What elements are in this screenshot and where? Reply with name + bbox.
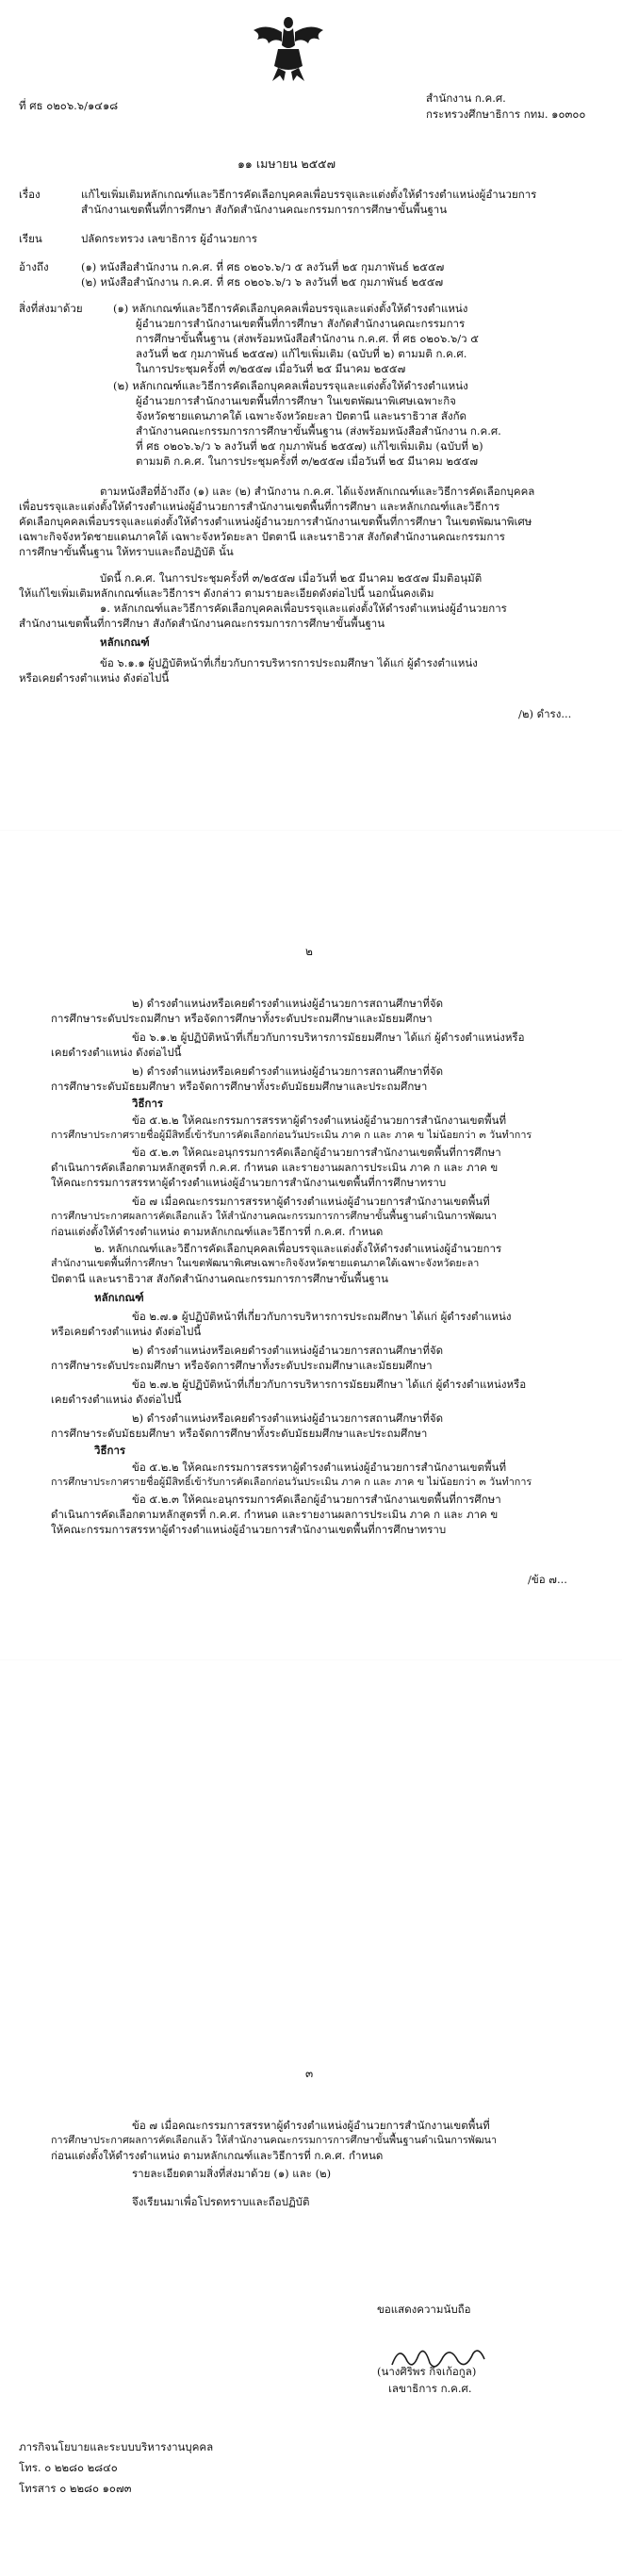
body-line: เคยดำรงตำแหน่ง ดังต่อไปนี้ (51, 1393, 182, 1406)
enclosure-line: (๒) หลักเกณฑ์และวิธีการคัดเลือกบุคคลเพื่อบรรจุและแต่งตั้งให้ดำรงตำแหน่ง (113, 379, 468, 392)
body-line: ข้อ ๕.๒.๓ ให้คณะอนุกรรมการคัดเลือกผู้อำนวยการสำนักงานเขตพื้นที่การศึกษา (132, 1493, 501, 1506)
body-line: การศึกษาประกาศผลการคัดเลือกแล้ว ให้สำนักงานคณะกรรมการการศึกษาขั้นพื้นฐานดำเนินการพัฒนา (51, 1210, 498, 1222)
body-paragraph-line: เฉพาะกิจจังหวัดชายแดนภาคใต้ เฉพาะจังหวัดยะลา ปัตตานี และนราธิวาส สังกัดสำนักงานคณะกรรมการ (19, 530, 505, 543)
body-paragraph-line: ตามหนังสือที่อ้างถึง (๑) และ (๒) สำนักงาน ก.ค.ศ. ได้แจ้งหลักเกณฑ์และวิธีการคัดเลือกบุคคล (100, 485, 535, 498)
to-label: เรียน (19, 232, 42, 245)
closing-text: ขอแสดงความนับถือ (377, 2303, 471, 2316)
body-line: ข้อ ๗ เมื่อคณะกรรมการสรรหาผู้ดำรงตำแหน่งผู้อำนวยการสำนักงานเขตพื้นที่ (132, 1195, 490, 1208)
body-line: รายละเอียดตามสิ่งที่ส่งมาด้วย (๑) และ (๒) (132, 2167, 332, 2180)
item-line: ๑. หลักเกณฑ์และวิธีการคัดเลือกบุคคลเพื่อบรรจุและแต่งตั้งให้ดำรงตำแหน่งผู้อำนวยการ (100, 602, 507, 615)
body-line: การศึกษาประกาศรายชื่อผู้มีสิทธิ์เข้ารับการคัดเลือกก่อนวันประเมิน ภาค ก และ ภาค ข ไม่น้อยกว่า ๓ วันทำการ (51, 1476, 532, 1488)
body-line: สำนักงานเขตพื้นที่การศึกษา ในเขตพัฒนาพิเศษเฉพาะกิจจังหวัดชายแดนภาคใต้เฉพาะจังหวัดยะลา (51, 1257, 480, 1269)
body-line: ก่อนแต่งตั้งให้ดำรงตำแหน่ง ตามหลักเกณฑ์และวิธีการที่ ก.ค.ศ. กำหนด (51, 2149, 384, 2162)
page-number: ๒ (305, 945, 313, 958)
enclosure-line: การศึกษาขั้นพื้นฐาน (ส่งพร้อมหนังสือสำนักงาน ก.ค.ศ. ที่ ศธ ๐๒๐๖.๖/ว ๕ (136, 332, 479, 345)
body-line: ๒) ดำรงตำแหน่งหรือเคยดำรงตำแหน่งผู้อำนวยการสถานศึกษาที่จัด (132, 1344, 444, 1357)
page-2 (0, 943, 622, 1586)
reference-line: (๑) หนังสือสำนักงาน ก.ค.ศ. ที่ ศธ ๐๒๐๖.๖/ว ๕ ลงวันที่ ๒๕ กุมภาพันธ์ ๒๕๕๗ (81, 260, 445, 273)
body-line: ๒) ดำรงตำแหน่งหรือเคยดำรงตำแหน่งผู้อำนวยการสถานศึกษาที่จัด (132, 997, 444, 1010)
enclosure-line: ที่ ศธ ๐๒๐๖.๖/ว ๖ ลงวันที่ ๒๕ กุมภาพันธ์ ๒๕๕๗) แก้ไขเพิ่มเติม (ฉบับที่ ๒) (136, 439, 483, 453)
body-line: ๒) ดำรงตำแหน่งหรือเคยดำรงตำแหน่งผู้อำนวยการสถานศึกษาที่จัด (132, 1412, 444, 1425)
enclosure-line: จังหวัดชายแดนภาคใต้ เฉพาะจังหวัดยะลา ปัตตานี และนราธิวาส สังกัด (136, 409, 467, 422)
section-heading: วิธีการ (132, 1097, 164, 1110)
body-line: เคยดำรงตำแหน่ง ดังต่อไปนี้ (51, 1046, 182, 1059)
clause-line: หรือเคยดำรงตำแหน่ง ดังต่อไปนี้ (19, 671, 170, 685)
garuda-seal-icon (250, 13, 327, 83)
criteria-heading: หลักเกณฑ์ (100, 636, 150, 649)
signer-name: (นางศิริพร กิจเก้อกูล) (377, 2365, 477, 2378)
body-paragraph-line: คัดเลือกบุคคลเพื่อบรรจุและแต่งตั้งให้ดำรงตำแหน่งผู้อำนวยการสำนักงานเขตพื้นที่การศึกษา ในเขตพัฒนาพิเศษ (19, 515, 532, 528)
letter-date: ๑๑ เมษายน ๒๕๕๗ (237, 157, 336, 171)
item-line: สำนักงานเขตพื้นที่การศึกษา สังกัดสำนักงานคณะกรรมการการศึกษาขั้นพื้นฐาน (19, 617, 385, 630)
body-line: ให้คณะกรรมการสรรหาผู้ดำรงตำแหน่งผู้อำนวยการสำนักงานเขตพื้นที่การศึกษาทราบ (51, 1523, 447, 1536)
body-line: ให้คณะกรรมการสรรหาผู้ดำรงตำแหน่งผู้อำนวยการสำนักงานเขตพื้นที่การศึกษาทราบ (51, 1176, 447, 1189)
body-line: การศึกษาประกาศรายชื่อผู้มีสิทธิ์เข้ารับการคัดเลือกก่อนวันประเมิน ภาค ก และ ภาค ข ไม่น้อยกว่า ๓ วันทำการ (51, 1129, 532, 1141)
page-3 (0, 2065, 622, 2565)
subject-line: แก้ไขเพิ่มเติมหลักเกณฑ์และวิธีการคัดเลือกบุคคลเพื่อบรรจุและแต่งตั้งให้ดำรงตำแหน่งผู้อำนวยการ (81, 188, 537, 201)
body-line: ข้อ ๒.๗.๑ ผู้ปฏิบัติหน้าที่เกี่ยวกับการบริหารการประถมศึกษา ได้แก่ ผู้ดำรงตำแหน่ง (132, 1310, 512, 1323)
body-line: ข้อ ๕.๒.๓ ให้คณะอนุกรรมการคัดเลือกผู้อำนวยการสำนักงานเขตพื้นที่การศึกษา (132, 1146, 501, 1159)
body-line: การศึกษาระดับมัธยมศึกษา หรือจัดการศึกษาทั้งระดับมัธยมศึกษาและประถมศึกษา (51, 1080, 428, 1093)
doc-number: ที่ ศธ ๐๒๐๖.๖/๑๔๑๘ (19, 99, 119, 112)
body-line: การศึกษาระดับประถมศึกษา หรือจัดการศึกษาทั้งระดับประถมศึกษาและมัธยมศึกษา (51, 1359, 433, 1372)
page-1 (0, 0, 622, 773)
body-line: ข้อ ๒.๗.๒ ผู้ปฏิบัติหน้าที่เกี่ยวกับการบริหารการมัธยมศึกษา ได้แก่ ผู้ดำรงตำแหน่งหรือ (132, 1378, 527, 1391)
body-line: ดำเนินการคัดเลือกตามหลักสูตรที่ ก.ค.ศ. กำหนด และรายงานผลการประเมิน ภาค ก และ ภาค ข (51, 1161, 499, 1174)
section-heading: หลักเกณฑ์ (94, 1291, 144, 1304)
body-line: การศึกษาระดับมัธยมศึกษา หรือจัดการศึกษาทั้งระดับมัธยมศึกษาและประถมศึกษา (51, 1427, 428, 1440)
body-line: ดำเนินการคัดเลือกตามหลักสูตรที่ ก.ค.ศ. กำหนด และรายงานผลการประเมิน ภาค ก และ ภาค ข (51, 1508, 499, 1521)
to-text: ปลัดกระทรวง เลขาธิการ ผู้อำนวยการ (81, 232, 257, 245)
office-address: กระทรวงศึกษาธิการ กทม. ๑๐๓๐๐ (426, 107, 586, 121)
body-line: ๒) ดำรงตำแหน่งหรือเคยดำรงตำแหน่งผู้อำนวยการสถานศึกษาที่จัด (132, 1065, 444, 1078)
enclosure-line: ตามมติ ก.ค.ศ. ในการประชุมครั้งที่ ๓/๒๕๕๗ เมื่อวันที่ ๒๕ มีนาคม ๒๕๕๗ (136, 454, 479, 468)
enclosure-line: (๑) หลักเกณฑ์และวิธีการคัดเลือกบุคคลเพื่อบรรจุและแต่งตั้งให้ดำรงตำแหน่ง (113, 302, 468, 315)
footer-line: โทร. ๐ ๒๒๘๐ ๒๘๔๐ (19, 2461, 118, 2474)
body-line: หรือเคยดำรงตำแหน่ง ดังต่อไปนี้ (51, 1325, 202, 1338)
body-line: ก่อนแต่งตั้งให้ดำรงตำแหน่ง ตามหลักเกณฑ์และวิธีการที่ ก.ค.ศ. กำหนด (51, 1225, 384, 1238)
enclosure-line: ผู้อำนวยการสำนักงานเขตพื้นที่การศึกษา สังกัดสำนักงานคณะกรรมการ (136, 317, 466, 330)
enclosure-label: สิ่งที่ส่งมาด้วย (19, 302, 83, 315)
continue-marker: /๒) ดำรง... (518, 707, 572, 720)
footer-line: ภารกิจนโยบายและระบบบริหารงานบุคคล (19, 2440, 214, 2453)
enclosure-line: ในการประชุมครั้งที่ ๓/๒๕๕๗ เมื่อวันที่ ๒๕ มีนาคม ๒๕๕๗ (136, 362, 406, 375)
subject-line: สำนักงานเขตพื้นที่การศึกษา สังกัดสำนักงานคณะกรรมการการศึกษาขั้นพื้นฐาน (81, 203, 448, 216)
body-paragraph-line: บัดนี้ ก.ค.ศ. ในการประชุมครั้งที่ ๓/๒๕๕๗ เมื่อวันที่ ๒๕ มีนาคม ๒๕๕๗ มีมติอนุมัติ (100, 571, 483, 585)
office-name: สำนักงาน ก.ค.ศ. (426, 91, 506, 105)
reference-line: (๒) หนังสือสำนักงาน ก.ค.ศ. ที่ ศธ ๐๒๐๖.๖/ว ๖ ลงวันที่ ๒๕ กุมภาพันธ์ ๒๕๕๗ (81, 275, 444, 289)
enclosure-line: ผู้อำนวยการสำนักงานเขตพื้นที่การศึกษา ในเขตพัฒนาพิเศษเฉพาะกิจ (136, 394, 456, 407)
body-paragraph-line: การศึกษาขั้นพื้นฐาน ให้ทราบและถือปฏิบัติ นั้น (19, 545, 234, 558)
body-line: ข้อ ๕.๒.๒ ให้คณะกรรมการสรรหาผู้ดำรงตำแหน่งผู้อำนวยการสำนักงานเขตพื้นที่ (132, 1461, 507, 1474)
body-line: การศึกษาระดับประถมศึกษา หรือจัดการศึกษาทั้งระดับประถมศึกษาและมัธยมศึกษา (51, 1012, 433, 1025)
body-paragraph-line: ให้แก้ไขเพิ่มเติมหลักเกณฑ์และวิธีการฯ ดังกล่าว ตามรายละเอียดดังต่อไปนี้ นอกนั้นคงเดิม (19, 586, 434, 600)
reference-label: อ้างถึง (19, 260, 49, 273)
body-paragraph-line: เพื่อบรรจุและแต่งตั้งให้ดำรงตำแหน่งผู้อำนวยการสำนักงานเขตพื้นที่การศึกษา และหลักเกณฑ์และวิธีการ (19, 500, 500, 513)
body-line: ๒. หลักเกณฑ์และวิธีการคัดเลือกบุคคลเพื่อบรรจุและแต่งตั้งให้ดำรงตำแหน่งผู้อำนวยการ (94, 1242, 502, 1255)
body-line: จึงเรียนมาเพื่อโปรดทราบและถือปฏิบัติ (132, 2195, 310, 2208)
body-line: ข้อ ๖.๑.๒ ผู้ปฏิบัติหน้าที่เกี่ยวกับการบริหารการมัธยมศึกษา ได้แก่ ผู้ดำรงตำแหน่งหรือ (132, 1031, 525, 1044)
body-line: การศึกษาประกาศผลการคัดเลือกแล้ว ให้สำนักงานคณะกรรมการการศึกษาขั้นพื้นฐานดำเนินการพัฒนา (51, 2134, 498, 2146)
clause-line: ข้อ ๖.๑.๑ ผู้ปฏิบัติหน้าที่เกี่ยวกับการบริหารการประถมศึกษา ได้แก่ ผู้ดำรงตำแหน่ง (100, 656, 478, 669)
body-line: ข้อ ๕.๒.๒ ให้คณะกรรมการสรรหาผู้ดำรงตำแหน่งผู้อำนวยการสำนักงานเขตพื้นที่ (132, 1114, 507, 1127)
subject-label: เรื่อง (19, 188, 41, 201)
continue-marker: /ข้อ ๗... (528, 1573, 567, 1586)
enclosure-line: ลงวันที่ ๒๕ กุมภาพันธ์ ๒๕๕๗) แก้ไขเพิ่มเติม (ฉบับที่ ๒) ตามมติ ก.ค.ศ. (136, 347, 467, 360)
footer-line: โทรสาร ๐ ๒๒๘๐ ๑๐๗๓ (19, 2482, 132, 2495)
enclosure-line: สำนักงานคณะกรรมการการศึกษาขั้นพื้นฐาน (ส่งพร้อมหนังสือสำนักงาน ก.ค.ศ. (136, 424, 501, 438)
body-line: ข้อ ๗ เมื่อคณะกรรมการสรรหาผู้ดำรงตำแหน่งผู้อำนวยการสำนักงานเขตพื้นที่ (132, 2119, 490, 2132)
section-heading: วิธีการ (94, 1444, 126, 1457)
page-separator (0, 830, 622, 831)
signer-title: เลขาธิการ ก.ค.ศ. (388, 2382, 472, 2395)
body-line: ปัตตานี และนราธิวาส สังกัดสำนักงานคณะกรรมการการศึกษาขั้นพื้นฐาน (51, 1272, 389, 1285)
page-number: ๓ (305, 2067, 314, 2080)
